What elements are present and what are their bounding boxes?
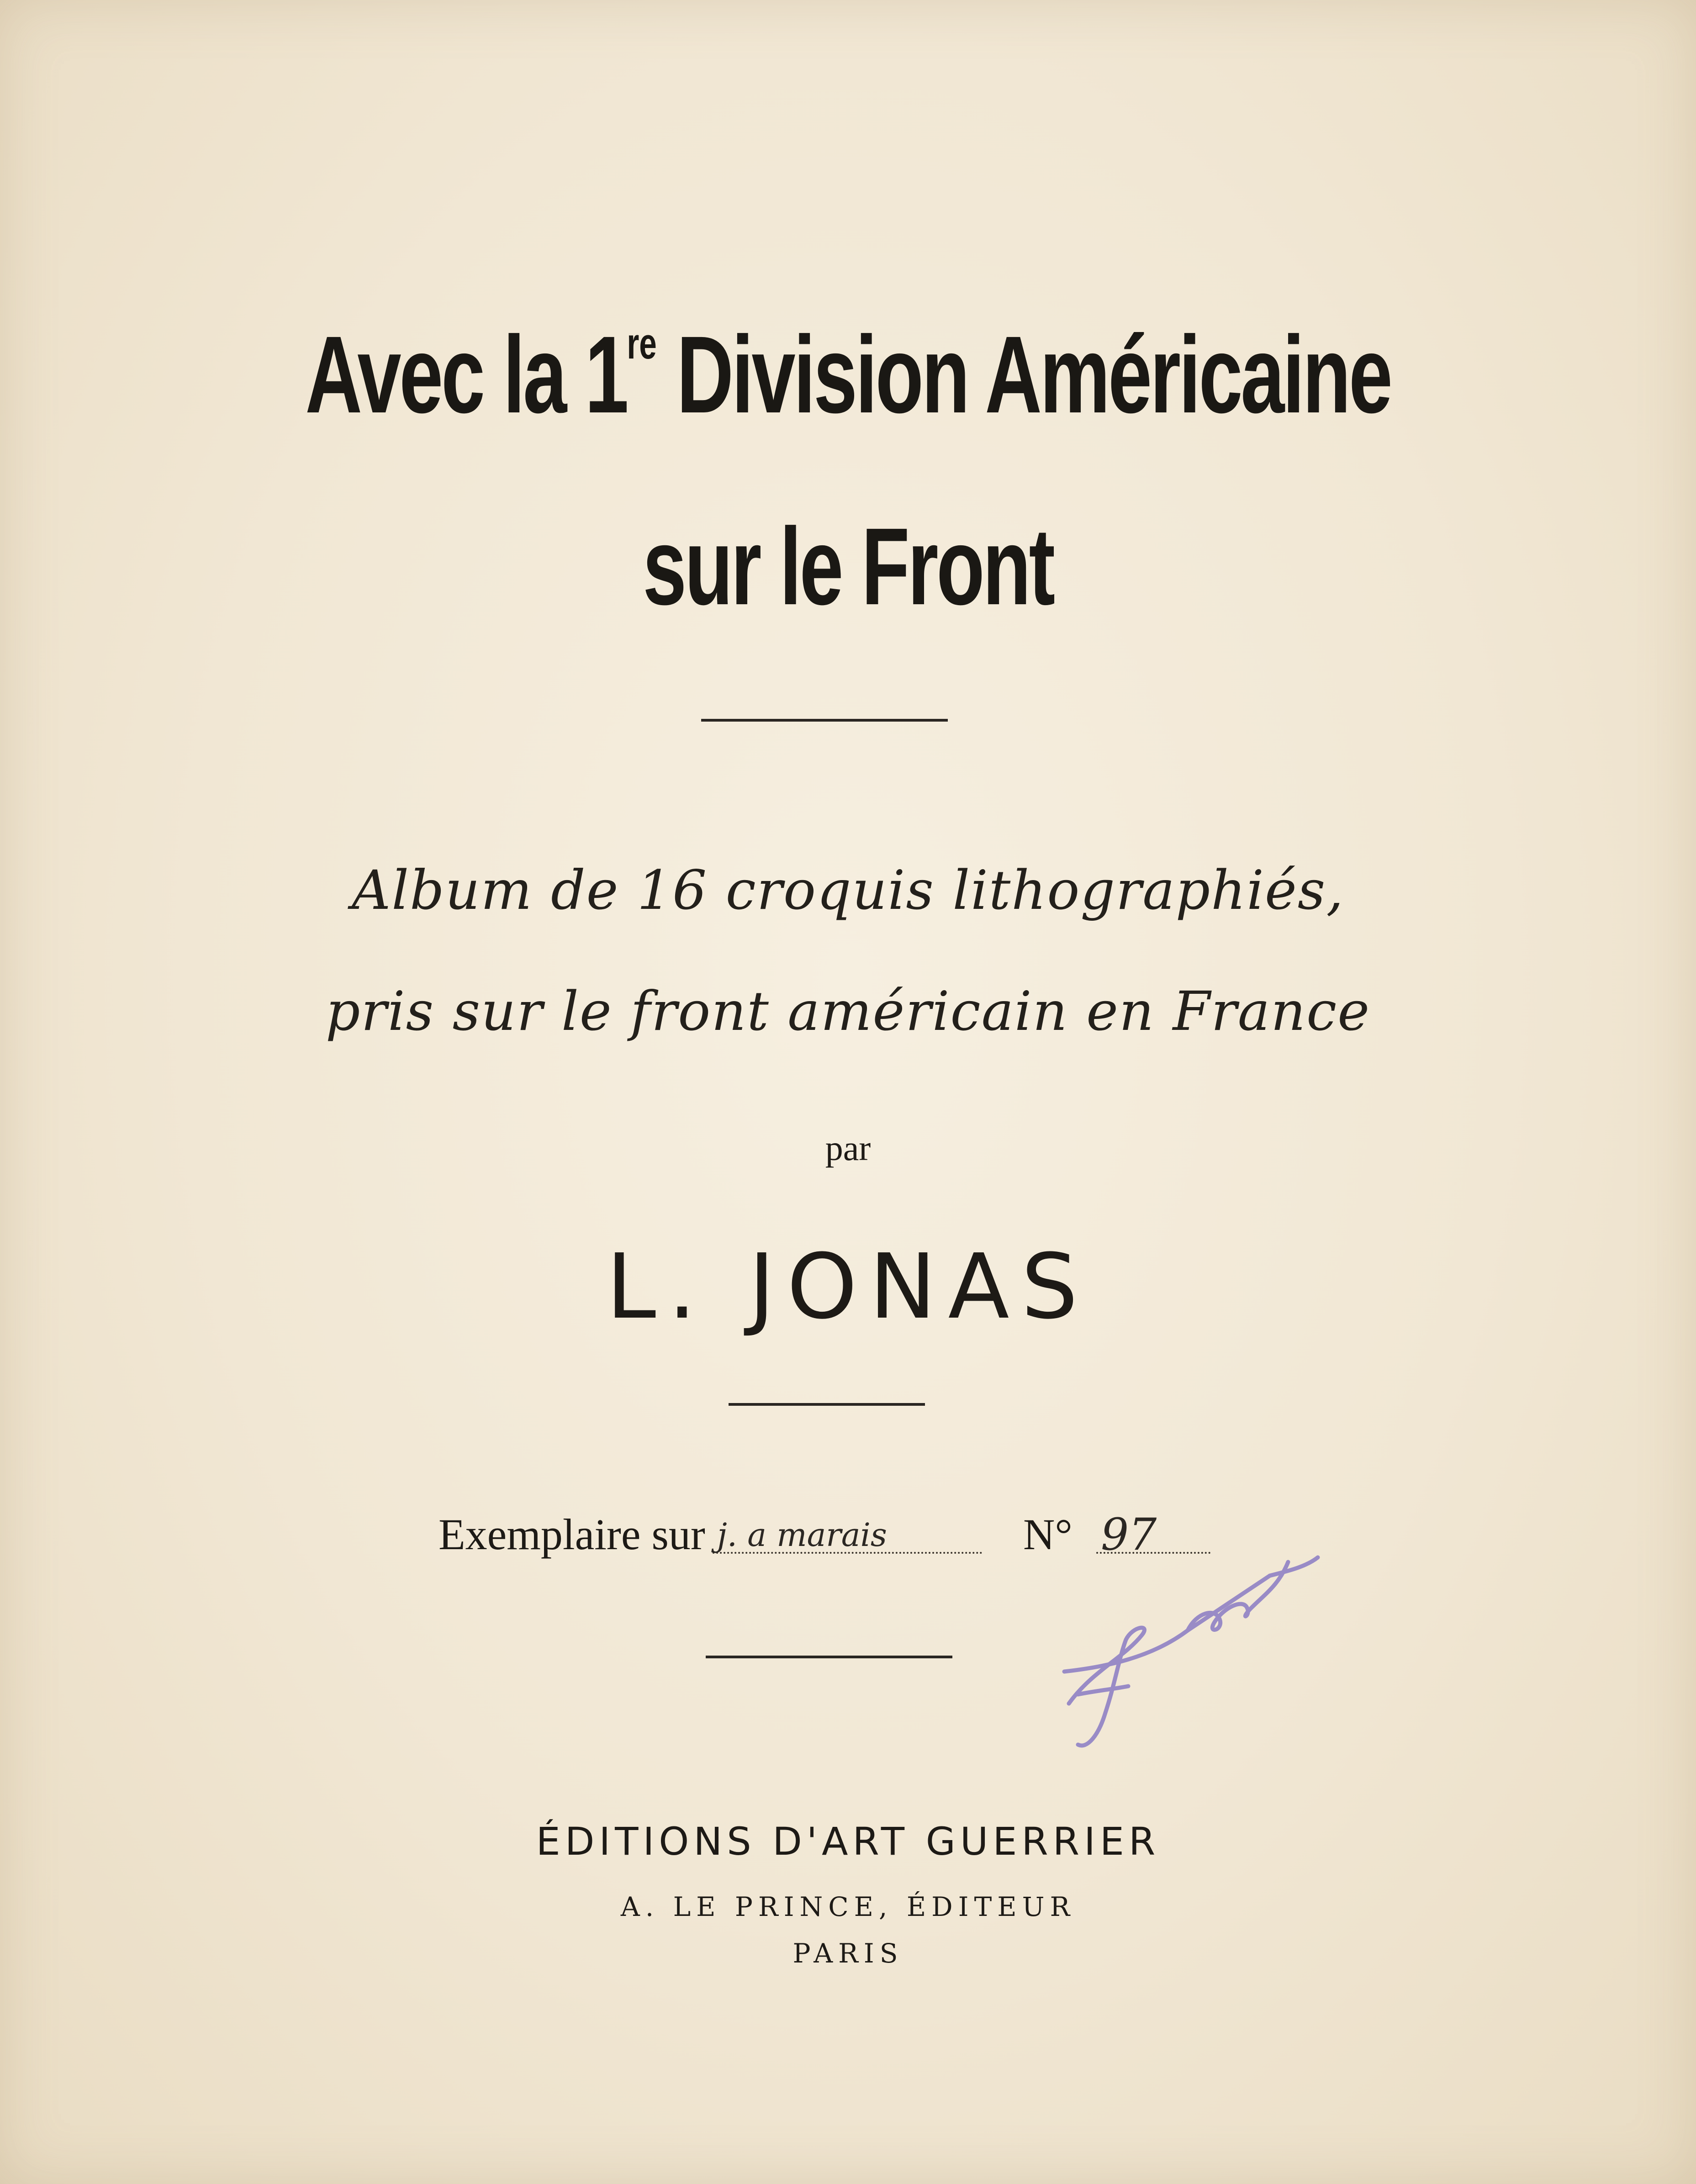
- handwritten-copy-number: 97: [1101, 1509, 1157, 1560]
- divider-rule-1: [701, 719, 948, 722]
- title-line-1: [238, 313, 1458, 436]
- subtitle-line-1: Album de 16 croquis lithographiés,: [352, 859, 1344, 922]
- author-name: L. JONAS: [606, 1235, 1090, 1339]
- number-label: N°: [1023, 1510, 1073, 1559]
- title-line-1-post: Division Américaine: [656, 313, 1391, 436]
- copy-label: Exemplaire sur: [439, 1510, 705, 1559]
- handwritten-paper-type: j. a marais: [717, 1516, 887, 1554]
- publisher-city: PARIS: [793, 1938, 903, 1969]
- title-line-2: sur le Front: [643, 505, 1053, 628]
- publisher-editor: A. LE PRINCE, ÉDITEUR: [620, 1891, 1076, 1922]
- divider-rule-3: [706, 1656, 952, 1658]
- publisher-name: ÉDITIONS D'ART GUERRIER: [536, 1819, 1160, 1864]
- title-line-1-pre: Avec la 1: [305, 313, 627, 436]
- subtitle-line-2: pris sur le front américain en France: [325, 980, 1371, 1043]
- divider-rule-2: [729, 1403, 925, 1406]
- by-label: par: [825, 1128, 871, 1168]
- violet-signature: [1051, 1521, 1325, 1758]
- title-superscript: re: [627, 319, 657, 368]
